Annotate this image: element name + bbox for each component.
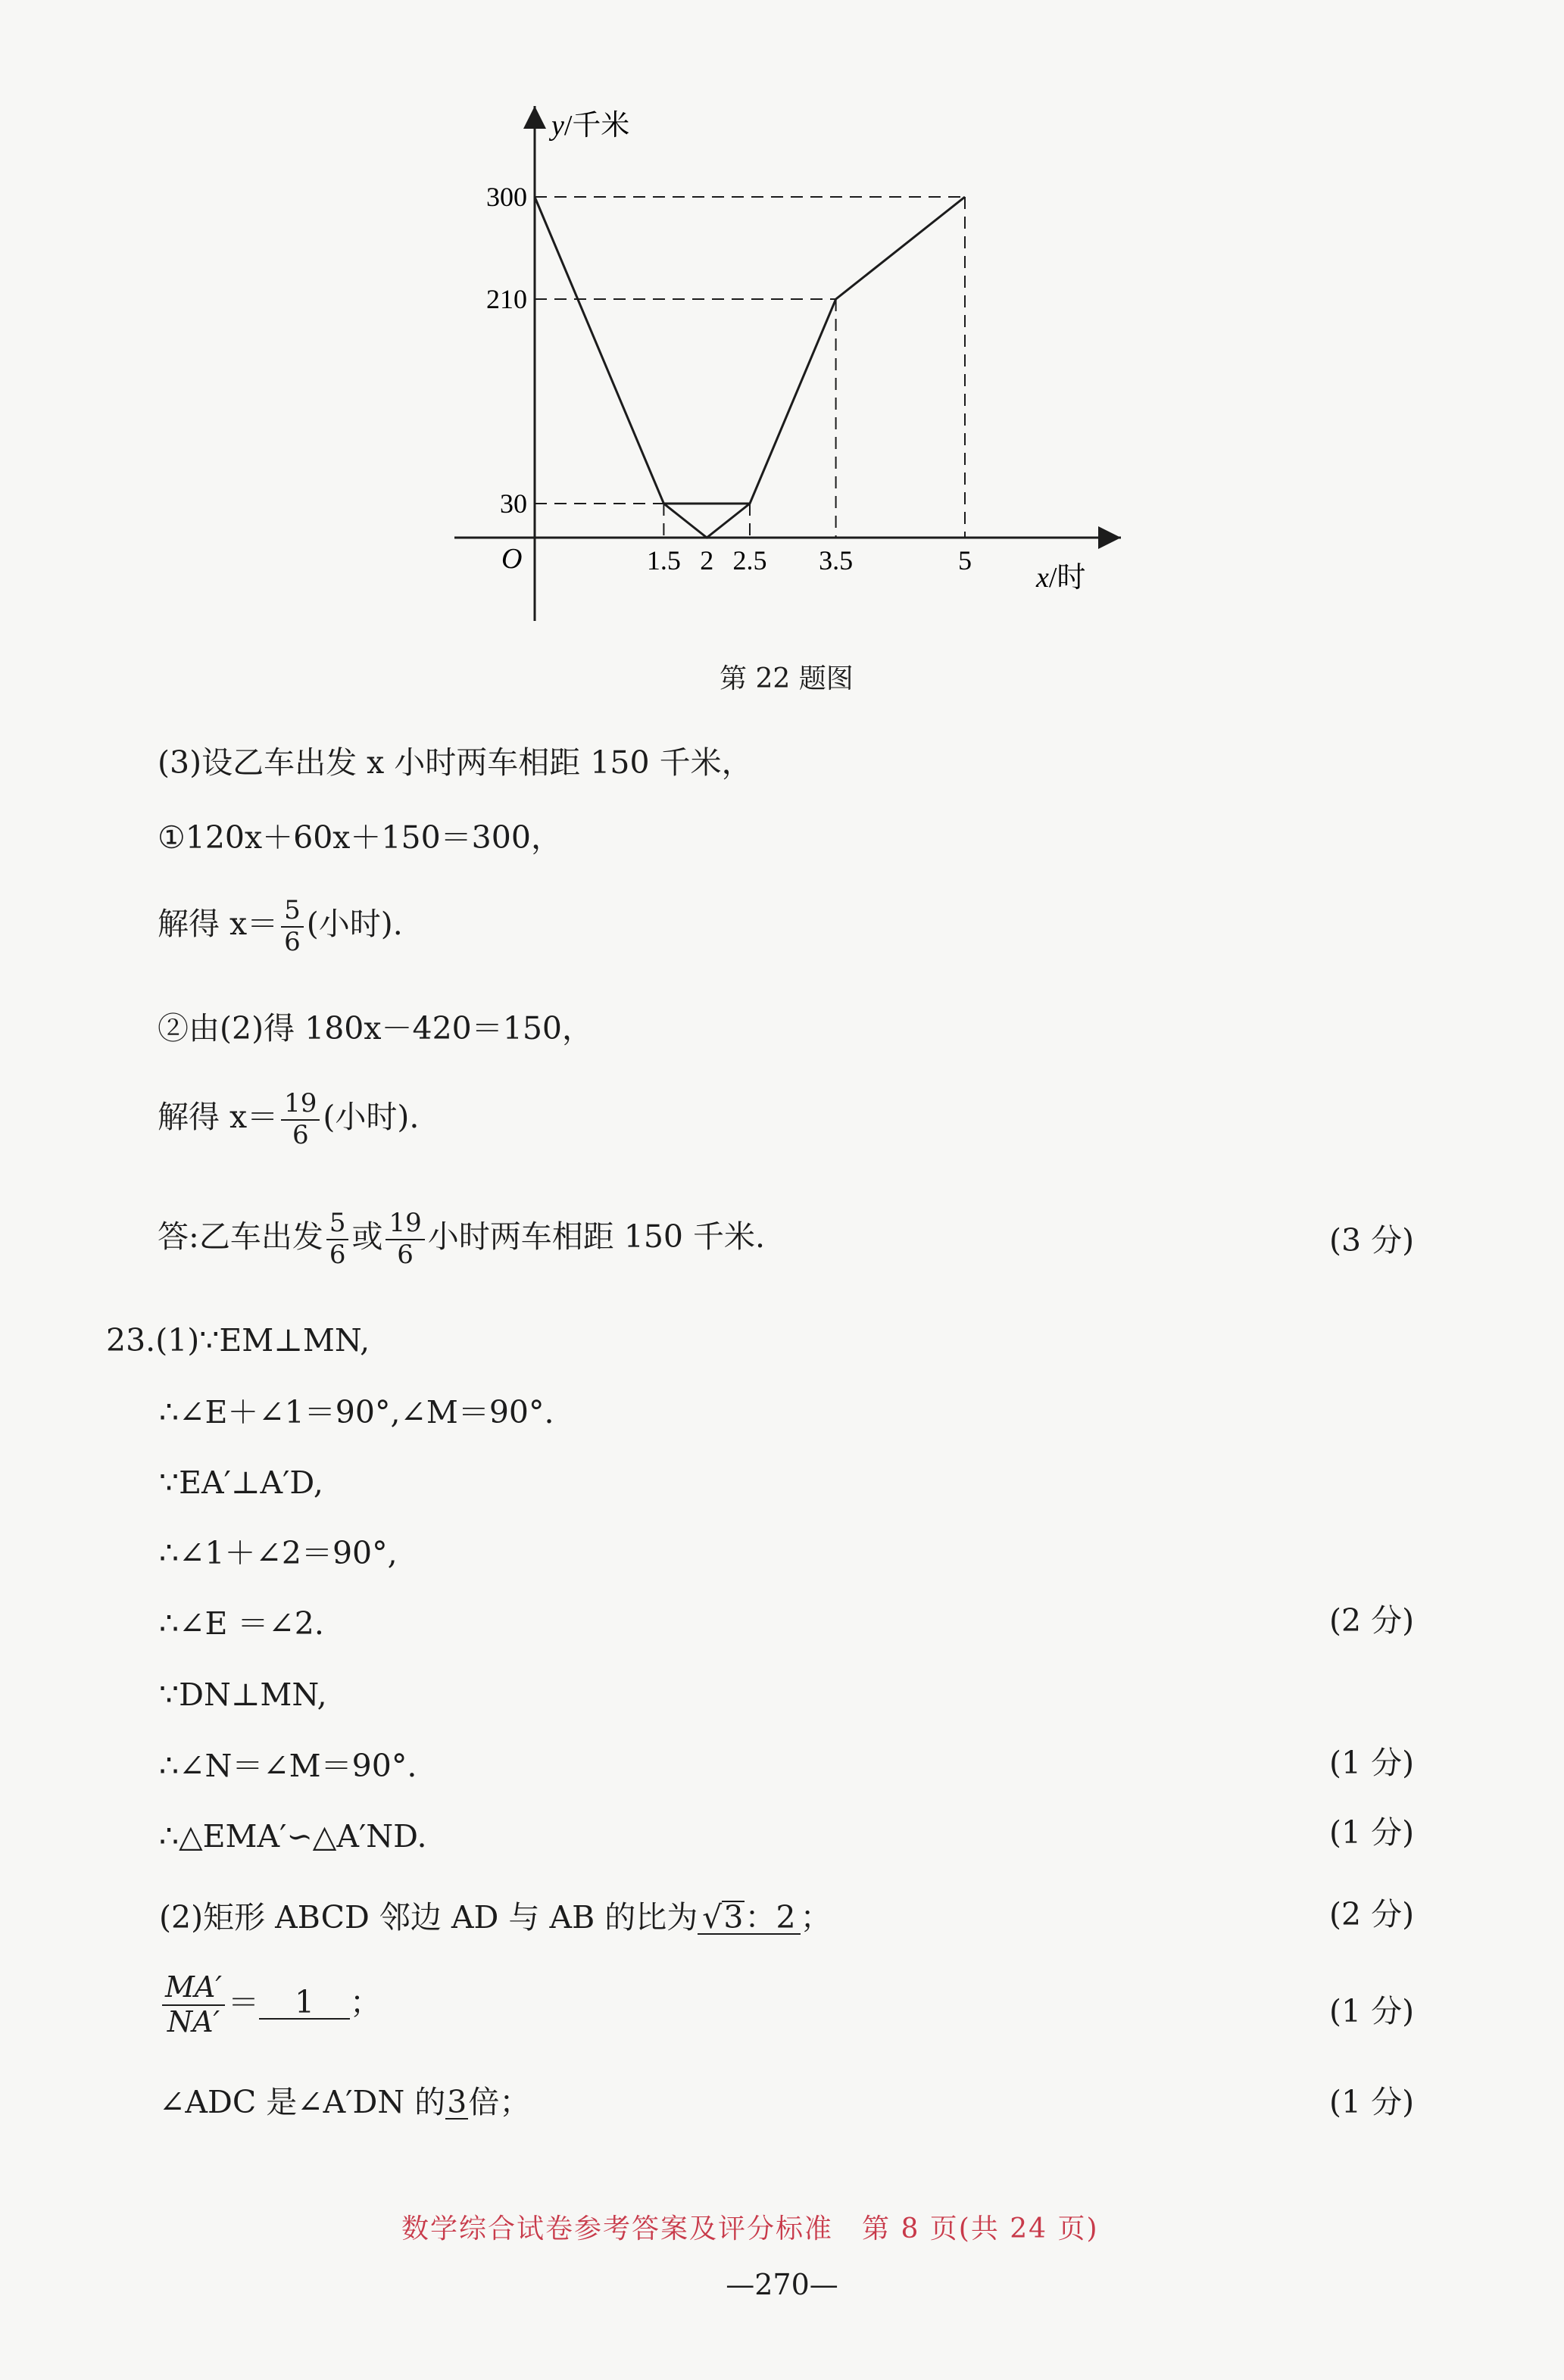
- answer-blank: 1: [259, 1987, 350, 2020]
- score: (1 分): [1329, 1993, 1415, 2029]
- fraction: $\frac{MA'}{NA'}$: [162, 1973, 225, 2038]
- score: (2 分): [1329, 1896, 1415, 1932]
- q22-3-eq2: ②由(2)得 180x－420＝150，: [158, 1010, 594, 1047]
- fraction: $\frac{5}{6}$: [281, 897, 304, 956]
- underlined-answer: √3：2: [698, 1901, 800, 1935]
- q23-line-6: ∵DN⊥MN,: [159, 1677, 327, 1713]
- q22-3-answer: 答:乙车出发 $\frac{5}{6}$ 或 $\frac{19}{6}$ 小时两车相距 150 千米.: [158, 1208, 766, 1270]
- x-tick-label: 3.5: [819, 545, 854, 576]
- q23-line-5: ∴∠E ＝∠2.: [159, 1605, 324, 1642]
- fraction: $\frac{19}{6}$: [386, 1210, 424, 1268]
- x-tick-label: 1.5: [646, 545, 681, 576]
- q23-line-4: ∴∠1＋∠2＝90°,: [159, 1535, 398, 1571]
- score: (3 分): [1329, 1222, 1415, 1259]
- q22-3-sol2: 解得 x＝ $\frac{19}{6}$ (小时).: [158, 1088, 420, 1150]
- page-number: —270—: [726, 2268, 838, 2301]
- q22-3-intro: (3)设乙车出发 x 小时两车相距 150 千米，: [158, 744, 753, 781]
- x-tick-label: 2: [700, 545, 714, 576]
- page-footer: 数学综合试卷参考答案及评分标准 第 8 页(共 24 页): [401, 2213, 1099, 2244]
- x-tick-label: 2.5: [732, 545, 767, 576]
- q22-3-sol1: 解得 x＝ $\frac{5}{6}$ (小时).: [158, 895, 403, 957]
- fraction: $\frac{19}{6}$: [281, 1090, 320, 1149]
- q23-line-1: 23.(1)∵EM⊥MN,: [106, 1322, 370, 1358]
- score: (1 分): [1329, 1814, 1415, 1851]
- figure-caption: 第 22 题图: [720, 663, 854, 694]
- q23-line-7: ∴∠N＝∠M＝90°.: [159, 1748, 417, 1784]
- score: (1 分): [1329, 2084, 1415, 2120]
- underlined-answer: 3: [447, 2084, 467, 2120]
- score: (1 分): [1329, 1745, 1415, 1781]
- q22-3-eq1: ①120x＋60x＋150＝300，: [158, 819, 562, 856]
- origin-label: O: [501, 543, 523, 575]
- score: (2 分): [1329, 1602, 1415, 1639]
- q23-line-11: ∠ADC 是∠A′DN 的3倍；: [159, 2084, 531, 2120]
- x-tick-label: 5: [958, 545, 972, 576]
- q23-line-10: $\frac{MA'}{NA'}$ ＝ 1 ；: [159, 1973, 381, 2038]
- distance-time-chart: [424, 98, 1151, 629]
- y-tick-label: 30: [500, 488, 527, 519]
- y-tick-label: 210: [486, 284, 527, 314]
- q23-line-8: ∴△EMA′∽△A′ND.: [159, 1818, 427, 1854]
- series-distance-path: [535, 197, 965, 538]
- q23-line-3: ∵EA′⊥A′D,: [159, 1464, 323, 1501]
- fraction: $\frac{5}{6}$: [326, 1210, 349, 1268]
- y-tick-label: 300: [486, 182, 527, 212]
- q23-line-2: ∴∠E＋∠1＝90°,∠M＝90°.: [159, 1394, 554, 1430]
- y-axis-label: y/千米: [551, 110, 630, 142]
- x-axis-label: x/时: [1036, 562, 1086, 594]
- q23-line-9: (2)矩形 ABCD 邻边 AD 与 AB 的比为 √3：2 ；: [159, 1899, 832, 1936]
